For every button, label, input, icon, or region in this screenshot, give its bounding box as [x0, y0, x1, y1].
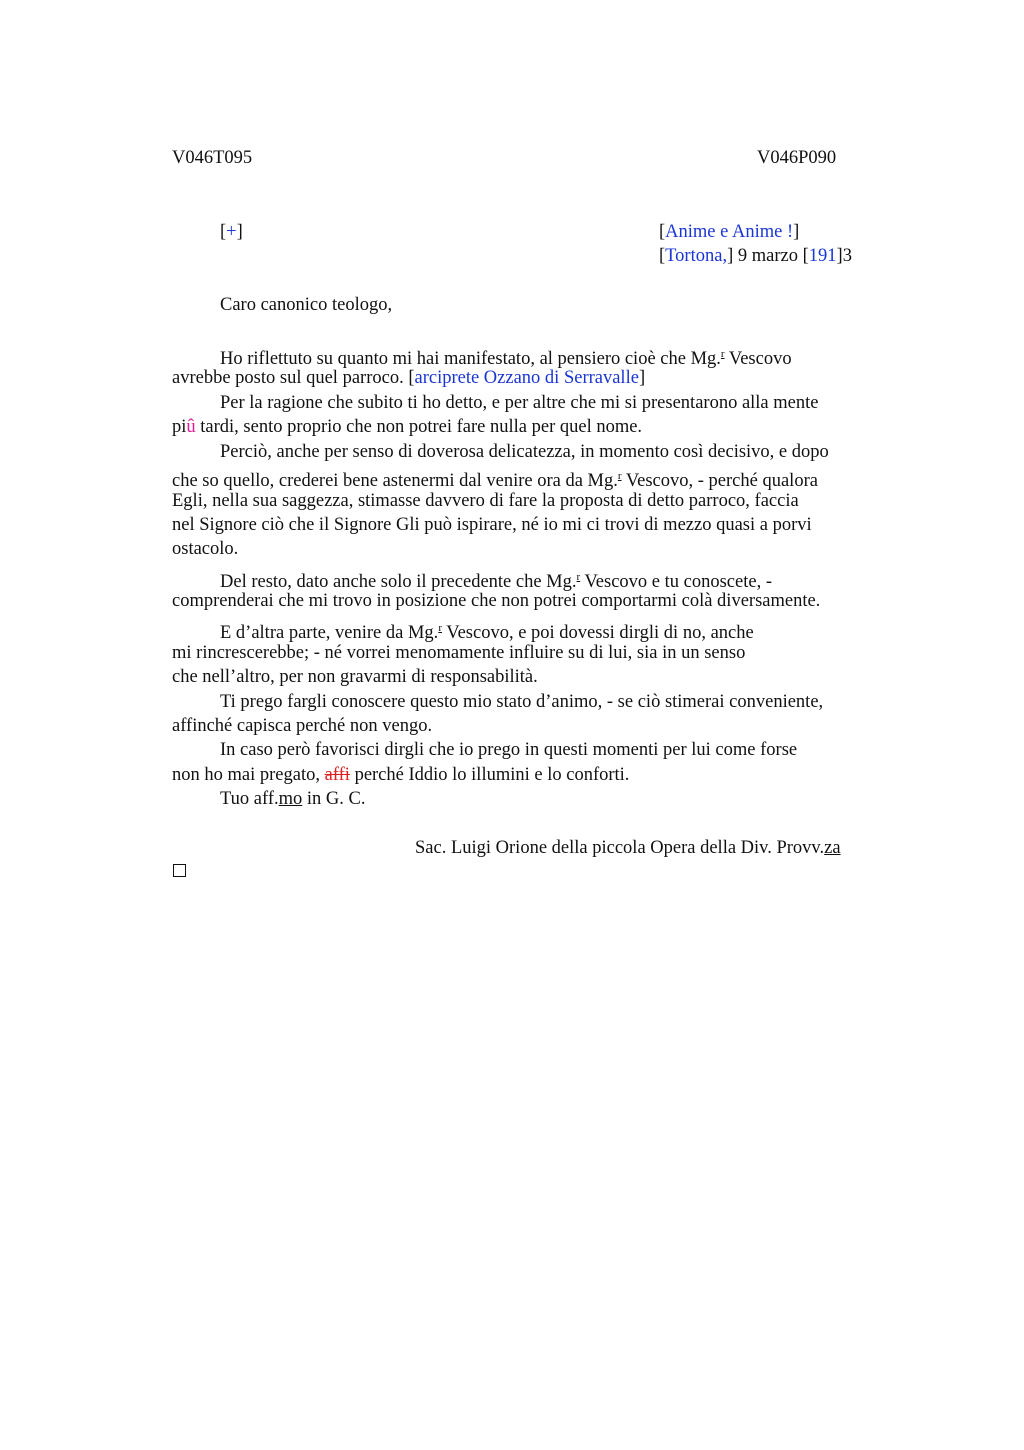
- body-line: E d’altra parte, venire da Mg.$^r$ Vescovo, e poi dovessi dirgli di no, anche: [220, 622, 754, 643]
- closing: Tuo aff.mo in G. C.: [220, 789, 366, 809]
- body-line: nel Signore ciò che il Signore Gli può ispirare, né io mi ci trovi di mezzo quasi a porvi: [172, 515, 812, 535]
- document-code-left: V046T095: [172, 148, 253, 168]
- end-marker-icon: [173, 864, 186, 877]
- body-line: Perciò, anche per senso di doverosa delicatezza, in momento così decisivo, e dopo: [220, 442, 829, 462]
- body-line: avrebbe posto sul quel parroco. [arciprete Ozzano di Serravalle]: [172, 368, 646, 388]
- signature: Sac. Luigi Orione della piccola Opera della Div. Provv.za: [415, 838, 841, 858]
- body-line: Ho riflettuto su quanto mi hai manifestato, al pensiero cioè che Mg.$^r$ Vescovo: [220, 348, 792, 369]
- correction-mark: û: [186, 417, 196, 437]
- body-line: piû tardi, sento proprio che non potrei fare nulla per quel nome.: [172, 417, 643, 437]
- body-line: mi rincrescerebbe; - né vorrei menomamente influire su di lui, sia in un senso: [172, 643, 746, 663]
- editor-note: arciprete Ozzano di Serravalle: [414, 368, 639, 388]
- body-line: non ho mai pregato, affi perché Iddio lo illumini e lo conforti.: [172, 765, 630, 785]
- body-line: Ti prego fargli conoscere questo mio stato d’animo, - se ciò stimerai conveniente,: [220, 692, 824, 712]
- document-code-right: V046P090: [757, 148, 837, 168]
- struck-text: affi: [324, 765, 350, 785]
- letter-date: [Tortona,] 9 marzo [191]3: [659, 246, 852, 266]
- body-line: che so quello, crederei bene astenermi dal venire ora da Mg.$^r$ Vescovo, - perché qualora: [172, 470, 818, 491]
- body-line: Egli, nella sua saggezza, stimasse davvero di fare la proposta di detto parroco, faccia: [172, 491, 799, 511]
- body-line: Del resto, dato anche solo il precedente che Mg.$^r$ Vescovo e tu conoscete, -: [220, 571, 772, 592]
- letter-title: [Anime e Anime !]: [659, 222, 800, 242]
- body-line: ostacolo.: [172, 539, 239, 559]
- salutation: Caro canonico teologo,: [220, 295, 393, 315]
- body-line: che nell’altro, per non gravarmi di responsabilità.: [172, 667, 538, 687]
- body-line: In caso però favorisci dirgli che io prego in questi momenti per lui come forse: [220, 740, 798, 760]
- body-line: Per la ragione che subito ti ho detto, e per altre che mi si presentarono alla mente: [220, 393, 819, 413]
- body-line: comprenderai che mi trovo in posizione che non potrei comportarmi colà diversamente.: [172, 591, 821, 611]
- body-line: affinché capisca perché non vengo.: [172, 716, 433, 736]
- cross-mark: [+]: [220, 222, 243, 242]
